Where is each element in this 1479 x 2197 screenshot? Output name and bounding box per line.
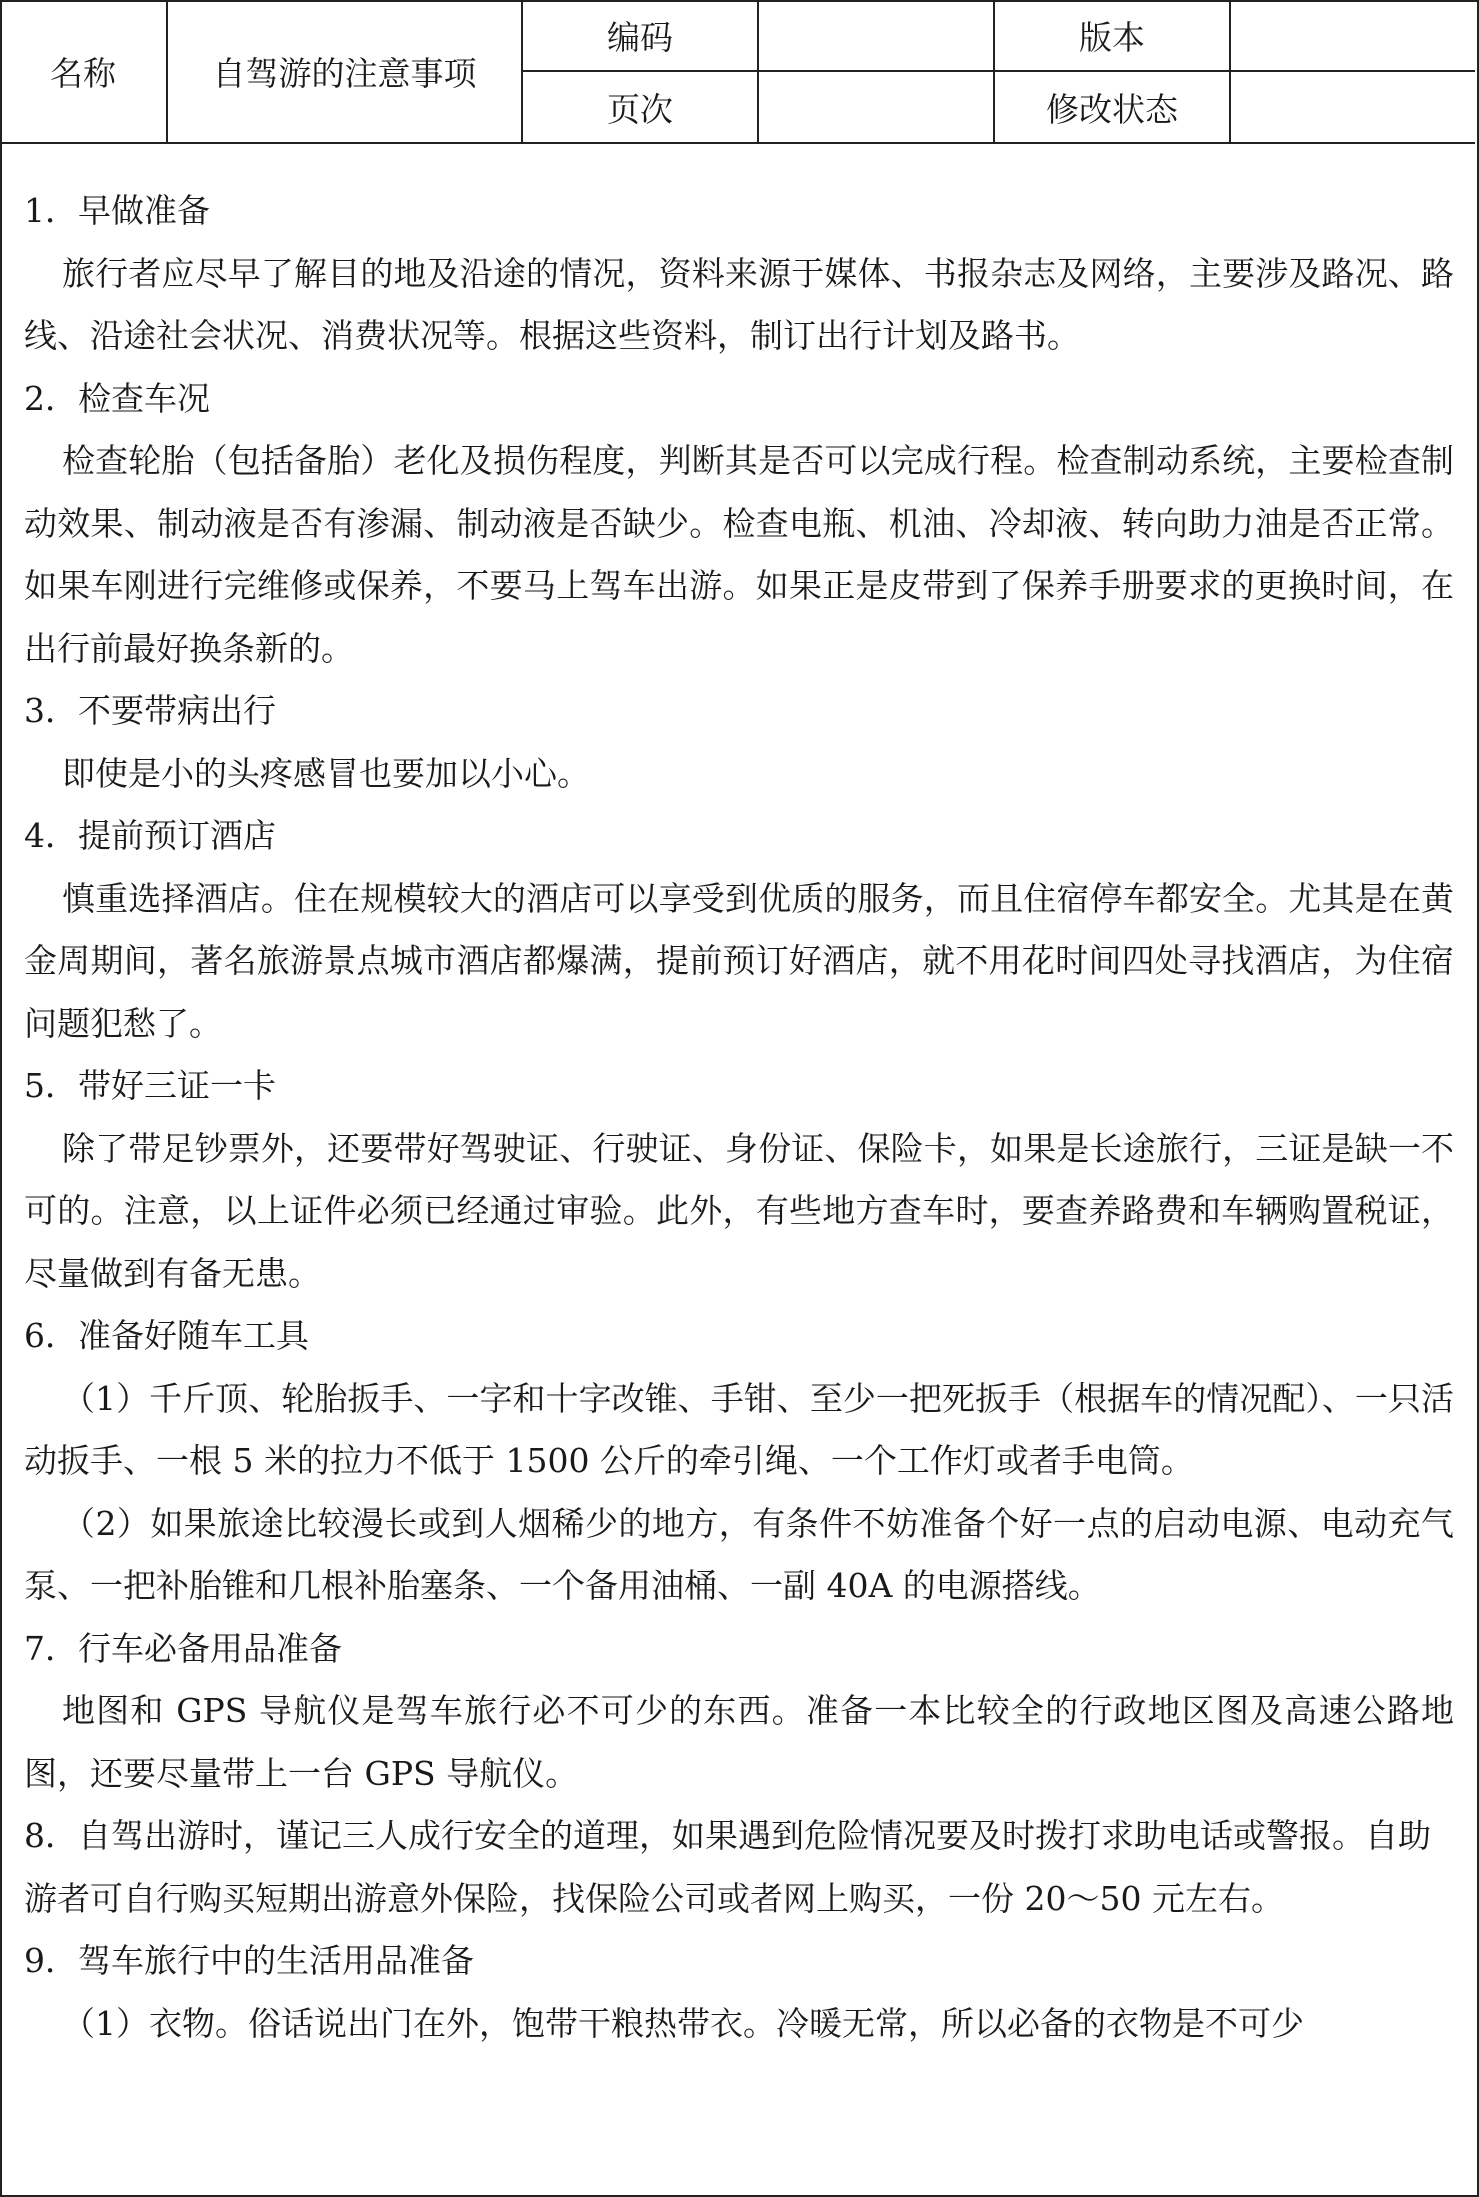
section-paragraph: 慎重选择酒店。住在规模较大的酒店可以享受到优质的服务，而且住宿停车都安全。尤其是在黄金周期间，著名旅游景点城市酒店都爆满，提前预订好酒店，就不用花时间四处寻找酒店，为住宿问题犯愁了。 — [24, 878, 1454, 1043]
page-label: 页次 — [522, 71, 758, 143]
page-value — [758, 71, 994, 143]
section-paragraph: （2）如果旅途比较漫长或到人烟稀少的地方，有条件不妨准备个好一点的启动电源、电动充气泵、一把补胎锥和几根补胎塞条、一个备用油桶、一副 40A 的电源搭线。 — [24, 1503, 1454, 1605]
section-heading: 5．带好三证一卡 — [24, 1066, 276, 1105]
document-body — [24, 180, 1454, 2055]
section-heading: 7．行车必备用品准备 — [24, 1628, 342, 1668]
section-paragraph: 地图和 GPS 导航仪是驾车旅行必不可少的东西。准备一本比较全的行政地区图及高速公路地图，还要尽量带上一台 GPS 导航仪。 — [24, 1691, 1454, 1793]
section-heading: 3．不要带病出行 — [24, 691, 276, 730]
section-paragraph: （1）千斤顶、轮胎扳手、一字和十字改锥、手钳、至少一把死扳手（根据车的情况配）、一只活动扳手、一根 5 米的拉力不低于 1500 公斤的牵引绳、一个工作灯或者手电筒。 — [24, 1378, 1454, 1480]
document-header-table — [0, 0, 1475, 144]
revision-value — [1230, 71, 1475, 143]
section-heading: 2．检查车况 — [24, 378, 210, 418]
name-label: 名称 — [0, 0, 167, 143]
section-paragraph: 旅行者应尽早了解目的地及沿途的情况，资料来源于媒体、书报杂志及网络，主要涉及路况、路线、沿途社会状况、消费状况等。根据这些资料，制订出行计划及路书。 — [24, 253, 1454, 355]
code-label: 编码 — [522, 0, 758, 71]
revision-label: 修改状态 — [994, 71, 1230, 143]
section-heading: 9．驾车旅行中的生活用品准备 — [24, 1941, 474, 1980]
section-heading: 8．自驾出游时，谨记三人成行安全的道理，如果遇到危险情况要及时拨打求助电话或警报。自助游者可自行购买短期出游意外保险，找保险公司或者网上购买，一份 20～50 元左右。 — [24, 1816, 1431, 1918]
section-paragraph: 检查轮胎（包括备胎）老化及损伤程度，判断其是否可以完成行程。检查制动系统，主要检查制动效果、制动液是否有渗漏、制动液是否缺少。检查电瓶、机油、冷却液、转向助力油是否正常。如果车刚进行完维修或保养，不要马上驾车出游。如果正是皮带到了保养手册要求的更换时间，在出行前最好换条新的。 — [24, 441, 1454, 668]
section-paragraph: 除了带足钞票外，还要带好驾驶证、行驶证、身份证、保险卡，如果是长途旅行，三证是缺一不可的。注意，以上证件必须已经通过审验。此外，有些地方查车时，要查养路费和车辆购置税证，尽量做到有备无患。 — [24, 1128, 1454, 1293]
version-label: 版本 — [994, 0, 1230, 71]
section-heading: 4．提前预订酒店 — [24, 816, 276, 855]
section-heading: 1．早做准备 — [24, 191, 210, 230]
version-value — [1230, 0, 1475, 71]
name-value: 自驾游的注意事项 — [167, 0, 522, 143]
section-heading: 6．准备好随车工具 — [24, 1316, 309, 1355]
section-paragraph: （1）衣物。俗话说出门在外，饱带干粮热带衣。冷暖无常，所以必备的衣物是不可少 — [62, 2003, 1304, 2043]
code-value — [758, 0, 994, 71]
section-paragraph: 即使是小的头疼感冒也要加以小心。 — [62, 753, 590, 793]
